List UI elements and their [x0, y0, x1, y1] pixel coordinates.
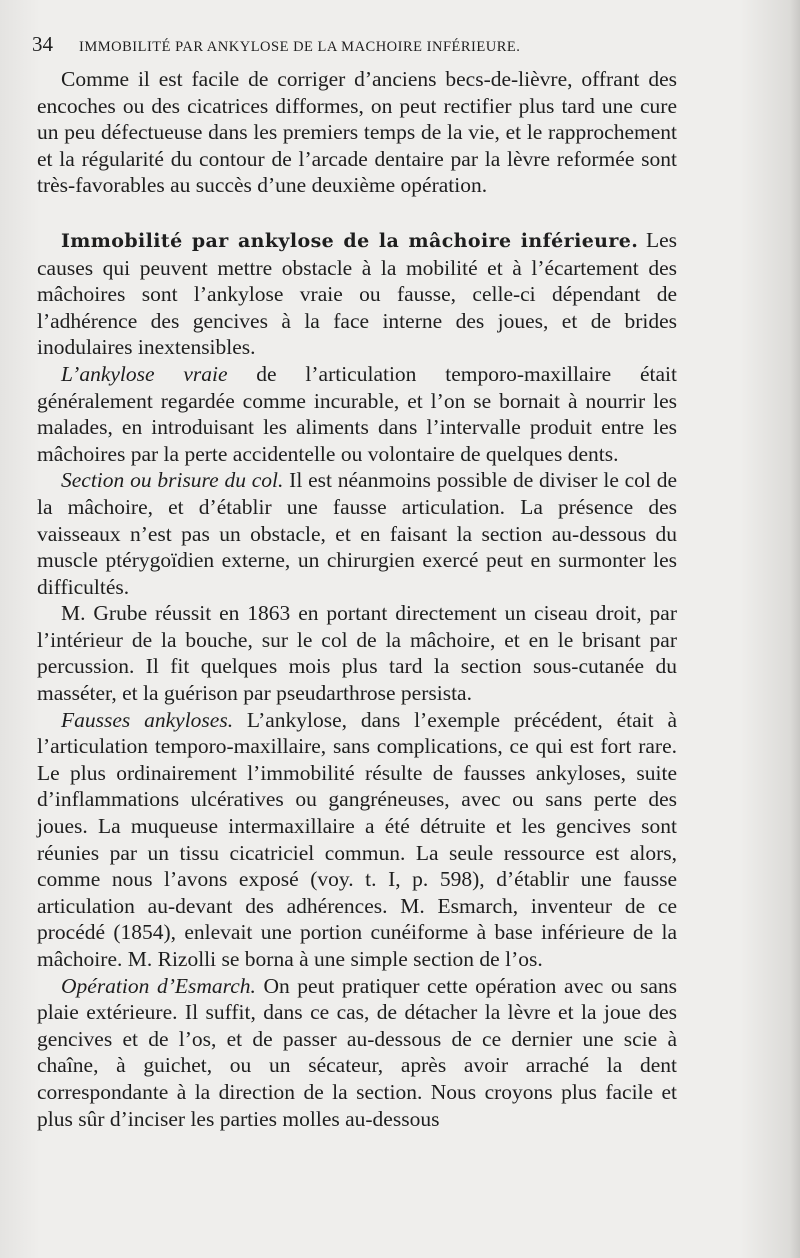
paragraph-grube: M. Grube réussit en 1863 en portant directement un ciseau droit, par l’intérieur de la bouche, sur le col de la mâchoire, et en le brisant par percussion. Il fit quelques mois plus tard la section sous-cutanée du masséter, et la guérison par pseudarthrose persista.: [37, 601, 677, 706]
paragraph-text: On peut pratiquer cette opération avec ou sans plaie extérieure. Il suffit, dans ce cas, de détacher la lèvre et la joue des gencives et de l’os, et de passer au-dessous de ce dernier une scie à chaîne, à guichet, ou un sécateur, après avoir arraché la dent correspondante à la direction de la section. Nous croyons plus facile et plus sûr d’inciser les parties molles au-dessous: [37, 973, 677, 1131]
paragraph-section-col: [37, 467, 677, 600]
paragraph-text: L’ankylose, dans l’exemple précédent, était à l’articulation temporo-maxillaire, sans complications, ce qui est fort rare. Le plus ordinairement l’immobilité résulte de fausses ankyloses, suite d’inflammations ulcératives ou gangréneuses, avec ou sans perte des joues. La muqueuse intermaxillaire a été détruite et les gencives sont réunies par un tissu cicatriciel commun. La seule ressource est alors, comme nous l’avons exposé (voy. t. I, p. 598), d’établir une fausse articulation au-devant des adhérences. M. Esmarch, inventeur de ce procédé (1854), enlevait une portion cunéiforme à base inférieure de la mâchoire. M. Rizolli se borna à une simple section de l’os.: [37, 707, 677, 971]
paragraph-ankylose-vraie: [37, 361, 677, 467]
paragraph-intro: Comme il est facile de corriger d’anciens becs-de-lièvre, offrant des encoches ou des cicatrices difformes, on peut rectifier plus tard une cure un peu défectueuse dans les premiers temps de la vie, et le rapprochement et la régularité du contour de l’arcade dentaire par la lèvre reformée sont très-favorables au succès d’une deuxième opération.: [37, 67, 677, 198]
paragraph-text: Il est néanmoins possible de diviser le col de la mâchoire, et d’établir une fausse articulation. La présence des vaisseaux n’est pas un obstacle, et en faisant la section au-dessous du muscle ptérygoïdien externe, un chirurgien exercé peut en surmonter les difficultés.: [37, 468, 677, 599]
italic-lead: Fausses ankyloses.: [61, 707, 234, 732]
body-text: [37, 66, 677, 1132]
italic-lead: L’ankylose vraie: [61, 361, 228, 386]
paragraph-fausses-ankyloses: [37, 707, 677, 973]
paragraph-ankylose: [37, 227, 677, 361]
running-title: IMMOBILITÉ PAR ANKYLOSE DE LA MACHOIRE INFÉRIEURE.: [79, 39, 521, 55]
running-head: [32, 32, 732, 56]
italic-lead: Section ou brisure du col.: [61, 468, 284, 493]
paragraph-operation-esmarch: [37, 973, 677, 1133]
paragraph-text: Les causes qui peuvent mettre obstacle à la mobilité et à l’écartement des mâchoires sont l’ankylose vraie ou fausse, celle-ci dépendant de l’adhérence des gencives à la face interne des joues, et de brides inodulaires inextensibles.: [37, 227, 677, 360]
paragraph-text: de l’articulation temporo-maxillaire était généralement regardée comme incurable, et l’on se bornait à nourrir les malades, en introduisant les aliments dans l’intervalle produit entre les mâchoires par la perte accidentelle ou volontaire de quelques dents.: [37, 361, 677, 466]
italic-lead: Opération d’Esmarch.: [61, 973, 256, 998]
section-heading: Immobilité par ankylose de la mâchoire inférieure.: [61, 229, 639, 252]
page-number: 34: [32, 32, 53, 56]
